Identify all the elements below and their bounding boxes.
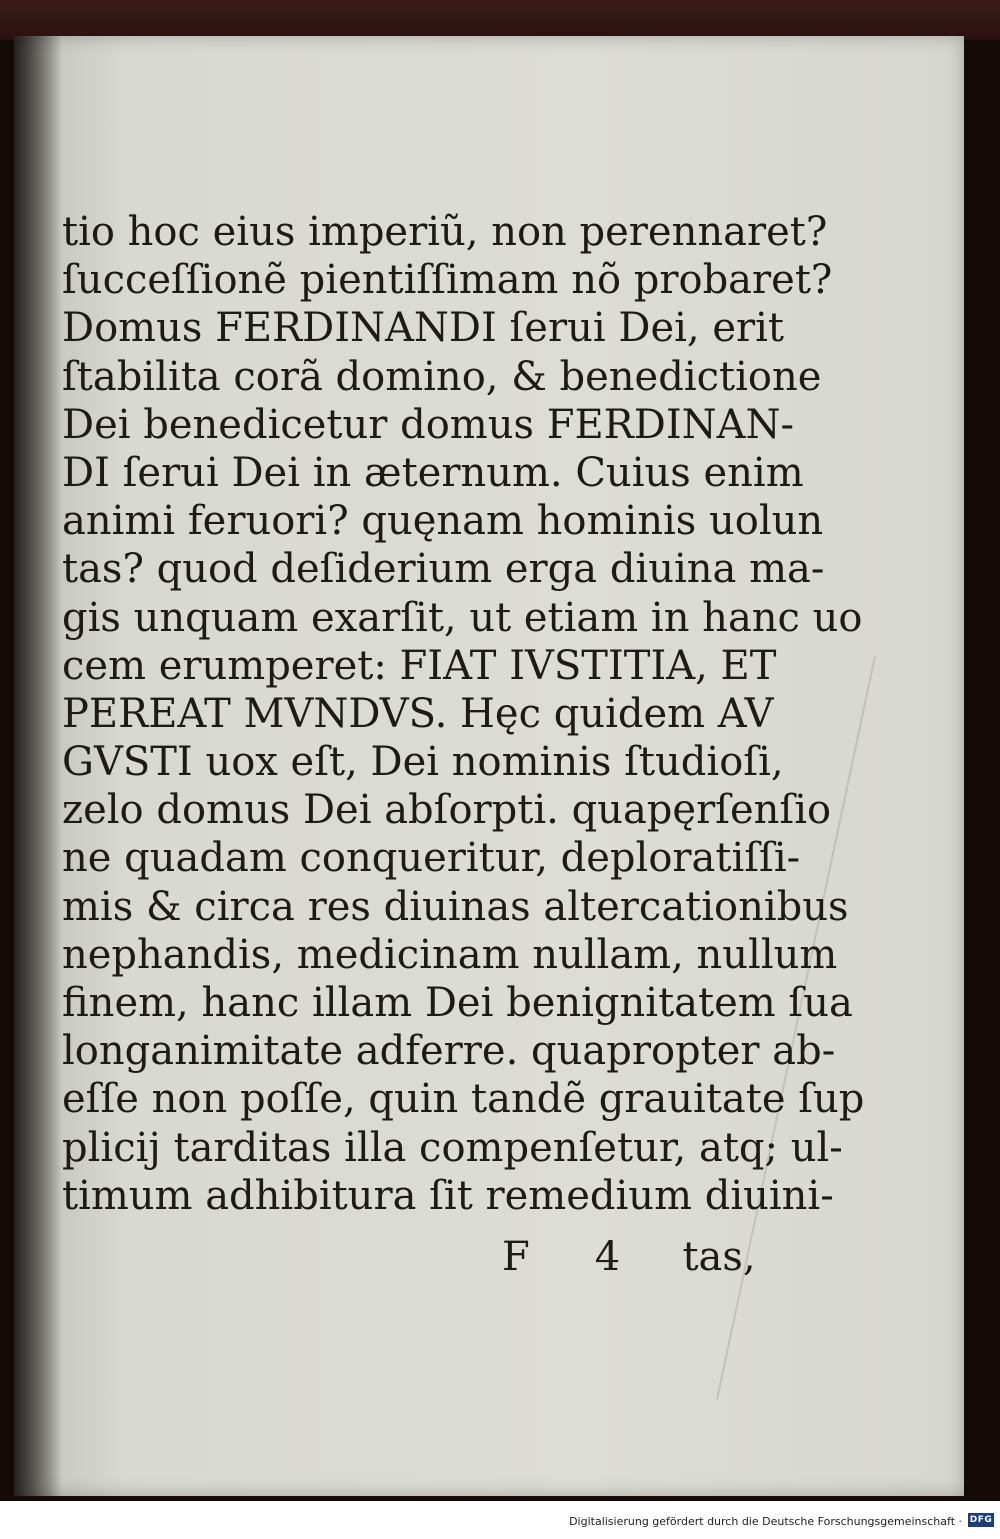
text-line: eſſe non poſſe, quin tandẽ grauitate ſup: [62, 1076, 865, 1123]
text-line: nephandis, medicinam nullam, nullum: [62, 931, 838, 978]
text-line: gis unquam exarſit, ut etiam in hanc uo: [62, 594, 863, 641]
text-line: mis & circa res diuinas altercationibus: [62, 883, 849, 930]
text-line: PEREAT MVNDVS. Hęc quidem AV: [62, 690, 774, 737]
signature-mark: F: [502, 1234, 530, 1280]
signature-line: [502, 1234, 756, 1280]
text-line: tio hoc eius imperiũ, non perennaret?: [62, 209, 828, 255]
text-line: ne quadam conqueritur, deploratiſſi-: [62, 835, 801, 882]
catchword: tas,: [682, 1234, 756, 1280]
text-line: DI ſerui Dei in æternum. Cuius enim: [62, 449, 804, 496]
text-line: ſucceſſionẽ pientiſſimam nõ probaret?: [62, 257, 833, 304]
text-line: Domus FERDINANDI ſerui Dei, erit: [62, 305, 784, 352]
text-line: Dei benedicetur domus FERDINAN-: [62, 401, 795, 448]
gutter-shadow: [14, 36, 62, 1496]
signature-number: 4: [594, 1234, 621, 1280]
text-line: finem, hanc illam Dei benignitatem ſua: [62, 980, 853, 1026]
book-page: [14, 36, 964, 1496]
text-line: longanimitate adferre. quapropter ab-: [62, 1028, 836, 1075]
text-line: zelo domus Dei abſorpti. quapęrſenſio: [62, 787, 832, 834]
text-line: plicij tarditas illa compenſetur, atq; ul-: [62, 1124, 843, 1171]
footer-bar: [0, 1501, 1000, 1539]
dfg-logo: DFG: [969, 1515, 993, 1525]
text-line: animi feruori? quęnam hominis uolun: [62, 498, 824, 545]
funding-credit: Digitalisierung gefördert durch die Deutsche Forschungsgemeinschaft ·: [569, 1515, 962, 1528]
text-line: GVSTI uox eſt, Dei nominis ſtudioſi,: [62, 739, 784, 786]
text-line: timum adhibitura ſit remedium diuini-: [62, 1172, 834, 1219]
text-line: tas? quod deſiderium erga diuina ma-: [62, 546, 825, 593]
book-top-edge: [0, 0, 1000, 40]
text-line: ſtabilita corã domino, & benedictione: [62, 353, 822, 400]
text-line: cem erumperet: FIAT IVSTITIA, ET: [62, 642, 777, 689]
page-text: [62, 208, 865, 1220]
